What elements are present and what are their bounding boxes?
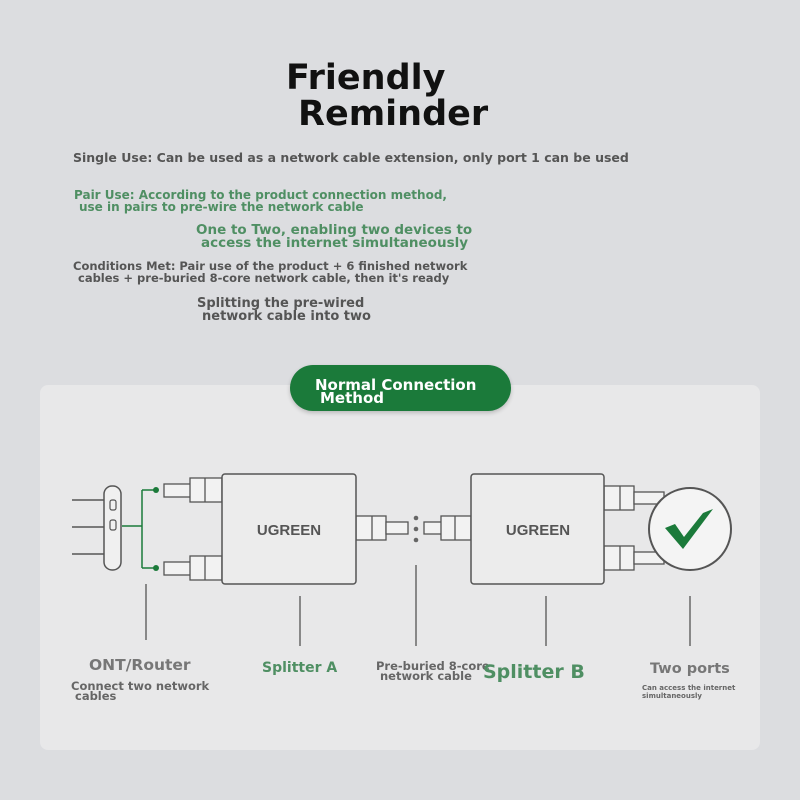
splitter-b-brand: UGREEN — [505, 522, 571, 539]
title-line-2: Reminder — [298, 94, 489, 134]
splitting-line-1: Splitting the pre-wired — [197, 296, 365, 311]
label-splitter-a: Splitter A — [262, 660, 338, 676]
pair-use-line-1: Pair Use: According to the product connection method, — [74, 188, 447, 202]
label-preburied-2: network cable — [380, 669, 472, 683]
label-two-ports-sub — [642, 684, 735, 700]
label-two-ports-sub-2: simultaneously — [642, 692, 702, 700]
one-to-two-line-2: access the internet simultaneously — [201, 235, 469, 251]
splitting-line-2: network cable into two — [202, 309, 371, 324]
method-line-2: Method — [320, 389, 384, 407]
label-ont-router: ONT/Router — [89, 656, 191, 674]
label-two-ports-sub-1: Can access the internet — [642, 684, 736, 692]
label-splitter-b: Splitter B — [483, 661, 585, 683]
pair-use-line-2: use in pairs to pre-wire the network cable — [79, 200, 364, 214]
cable-dot-1 — [414, 516, 419, 521]
label-ont-sub — [71, 681, 209, 701]
single-use-note: Single Use: Can be used as a network cable extension, only port 1 can be used — [73, 150, 629, 165]
splitter-a-brand: UGREEN — [256, 522, 322, 539]
router-green-links — [122, 490, 156, 568]
label-ont-sub-1: Connect two network — [71, 679, 210, 693]
cable-dot-3 — [414, 538, 419, 543]
conditions-line-2: cables + pre-buried 8-core network cable, then it's ready — [78, 271, 450, 285]
conditions-line-1: Conditions Met: Pair use of the product + 6 finished network — [73, 259, 468, 273]
title-line-1: Friendly — [286, 58, 446, 98]
method-line-1: Normal Connection — [315, 376, 477, 394]
checkmark-circle — [649, 488, 731, 570]
one-to-two-line-1: One to Two, enabling two devices to — [196, 222, 473, 238]
label-ont-sub-2: cables — [75, 689, 117, 703]
ont-router-device — [104, 486, 121, 570]
label-preburied-1: Pre-buried 8-core — [376, 659, 490, 673]
cable-dot-2 — [414, 527, 419, 532]
green-dot-bottom — [153, 565, 159, 571]
label-two-ports: Two ports — [650, 661, 730, 677]
green-dot-top — [153, 487, 159, 493]
label-preburied — [376, 661, 490, 681]
